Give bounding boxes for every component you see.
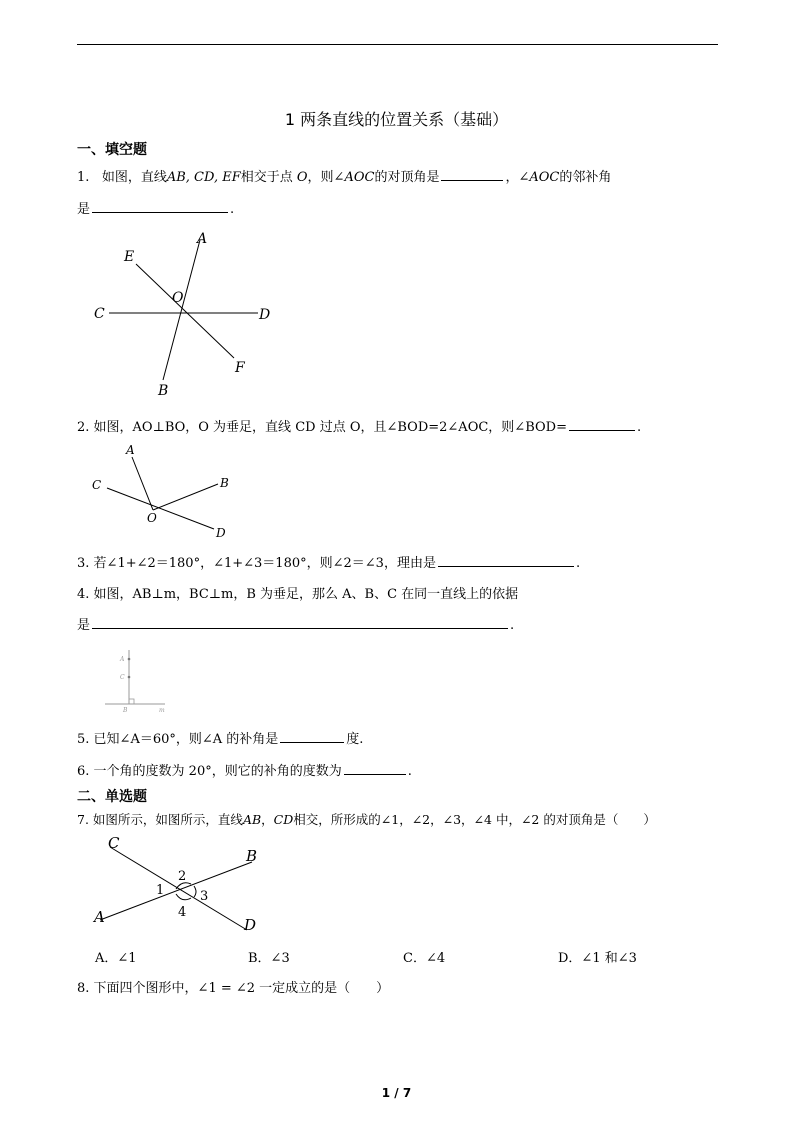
- q1-text-k: 是: [77, 202, 91, 217]
- q7-label-a: A: [94, 908, 105, 926]
- q4-figure: [103, 646, 173, 714]
- q6-answer-blank[interactable]: [344, 760, 406, 775]
- q7-text-c: ，: [261, 812, 274, 827]
- q7-angle-arc-3: [194, 886, 196, 897]
- q6-text: 一个角的度数为 20°，则它的补角的度数为: [93, 764, 342, 779]
- q5-end: 度.: [346, 732, 364, 747]
- q7-text-a: 如图所示，如图所示，直线: [92, 812, 243, 827]
- q3-end: .: [575, 556, 581, 571]
- q6-end: .: [407, 764, 412, 779]
- q1-angle: AOC: [344, 170, 375, 185]
- q5-number: 5.: [77, 732, 90, 747]
- q1-text-l: .: [230, 202, 235, 217]
- q2-label-c: C: [92, 478, 102, 492]
- q1-label-d: D: [259, 307, 271, 323]
- q1-label-c: C: [94, 306, 105, 322]
- question-3: [77, 552, 580, 571]
- q4-label-c: C: [120, 674, 125, 681]
- q2-figure: [90, 442, 240, 542]
- q4-text: 如图，AB⊥m，BC⊥m，B 为垂足，那么 A、B、C 在同一直线上的依据: [93, 587, 519, 602]
- section-fill-heading: 一、填空题: [77, 142, 147, 158]
- q7-option-d[interactable]: D．∠1 和∠3: [558, 951, 637, 966]
- q7-label-angle-3: 3: [200, 889, 209, 904]
- question-5: [77, 728, 363, 747]
- q3-text: 若∠1+∠2＝180°，∠1+∠3＝180°，则∠2＝∠3，理由是: [93, 556, 436, 571]
- question-8: [77, 977, 389, 996]
- header-rule: [77, 44, 718, 45]
- q7-line-cd: CD: [273, 812, 294, 827]
- q7-label-c: C: [108, 834, 120, 852]
- q2-label-o: O: [147, 511, 157, 525]
- q4-label-b: B: [123, 707, 128, 714]
- page-title: 1 两条直线的位置关系（基础）: [284, 110, 509, 129]
- q1-label-b: B: [158, 383, 169, 399]
- q7-figure: [92, 834, 272, 938]
- q1-text-a: 如图，直线: [101, 170, 167, 185]
- section-choice-heading: 二、单选题: [77, 789, 147, 805]
- q1-answer-blank-2[interactable]: [92, 198, 228, 213]
- q7-label-angle-4: 4: [178, 905, 187, 920]
- q1-line-ab: [163, 240, 200, 380]
- q1-text-g: 的对顶角是: [374, 170, 440, 185]
- q7-option-b[interactable]: B．∠3: [248, 951, 290, 966]
- q7-option-a[interactable]: A．∠1: [95, 951, 137, 966]
- q1-answer-blank-1[interactable]: [441, 166, 503, 181]
- q6-number: 6.: [77, 764, 90, 779]
- q7-number: 7.: [77, 812, 89, 827]
- question-4: [77, 583, 518, 602]
- q7-label-angle-1: 1: [156, 883, 165, 898]
- q1-label-o: O: [172, 290, 184, 306]
- q1-figure: [90, 228, 280, 403]
- q4-text-k: 是: [77, 618, 91, 633]
- q7-option-c[interactable]: C．∠4: [403, 951, 446, 966]
- q1-number: 1.: [77, 170, 90, 185]
- question-1-line-2: [77, 198, 234, 217]
- question-6: [77, 760, 412, 779]
- q2-text: 如图，AO⊥BO，O 为垂足，直线 CD 过点 O，且∠BOD=2∠AOC，则∠BOD=: [93, 420, 567, 435]
- q1-angle-2: AOC: [529, 170, 560, 185]
- q1-text-h: ，∠: [505, 170, 530, 185]
- q1-lines: AB, CD, EF: [166, 170, 241, 185]
- q2-label-b: B: [220, 476, 229, 490]
- q4-answer-blank[interactable]: [92, 614, 508, 629]
- q8-text: 下面四个图形中，∠1 = ∠2 一定成立的是（ ）: [93, 981, 390, 996]
- question-7: [77, 810, 656, 828]
- q5-answer-blank[interactable]: [280, 728, 344, 743]
- q1-point: O: [296, 170, 308, 185]
- q4-label-a: A: [120, 656, 125, 663]
- q7-line-ab-stroke: [100, 862, 252, 920]
- question-2: [77, 416, 641, 435]
- q7-label-angle-2: 2: [178, 869, 187, 884]
- q2-label-d: D: [216, 526, 226, 540]
- page-number: 1 / 7: [381, 1086, 412, 1100]
- q7-text-e: 相交，所形成的∠1，∠2，∠3，∠4 中，∠2 的对顶角是（ ）: [293, 812, 656, 827]
- q4-end: .: [510, 618, 515, 633]
- q3-answer-blank[interactable]: [438, 552, 574, 567]
- q2-ray-ob: [153, 484, 218, 510]
- q1-label-f: F: [235, 360, 245, 376]
- question-1: [77, 166, 611, 185]
- q2-answer-blank[interactable]: [569, 416, 635, 431]
- q5-text: 已知∠A＝60°，则∠A 的补角是: [93, 732, 279, 747]
- q4-number: 4.: [77, 587, 90, 602]
- q2-line-cd: [107, 488, 214, 529]
- q7-label-d: D: [244, 916, 257, 934]
- q7-label-b: B: [246, 847, 258, 865]
- question-4-line-2: [77, 614, 514, 633]
- q2-end: .: [636, 420, 642, 435]
- q4-right-angle-mark: [129, 699, 134, 704]
- q4-label-m: m: [159, 707, 165, 714]
- q3-number: 3.: [77, 556, 90, 571]
- q7-line-ab: AB: [242, 812, 262, 827]
- q4-point-a: [128, 658, 131, 661]
- q2-number: 2.: [77, 420, 90, 435]
- q1-label-e: E: [124, 249, 135, 265]
- q1-label-a: A: [197, 231, 208, 247]
- q1-text-e: ，则∠: [307, 170, 345, 185]
- q1-line-ef: [136, 264, 234, 358]
- q1-text-c: 相交于点: [240, 170, 293, 185]
- q4-point-c: [128, 676, 131, 679]
- q8-number: 8.: [77, 981, 90, 996]
- q1-text-j: 的邻补角: [559, 170, 612, 185]
- q2-label-a: A: [126, 443, 135, 457]
